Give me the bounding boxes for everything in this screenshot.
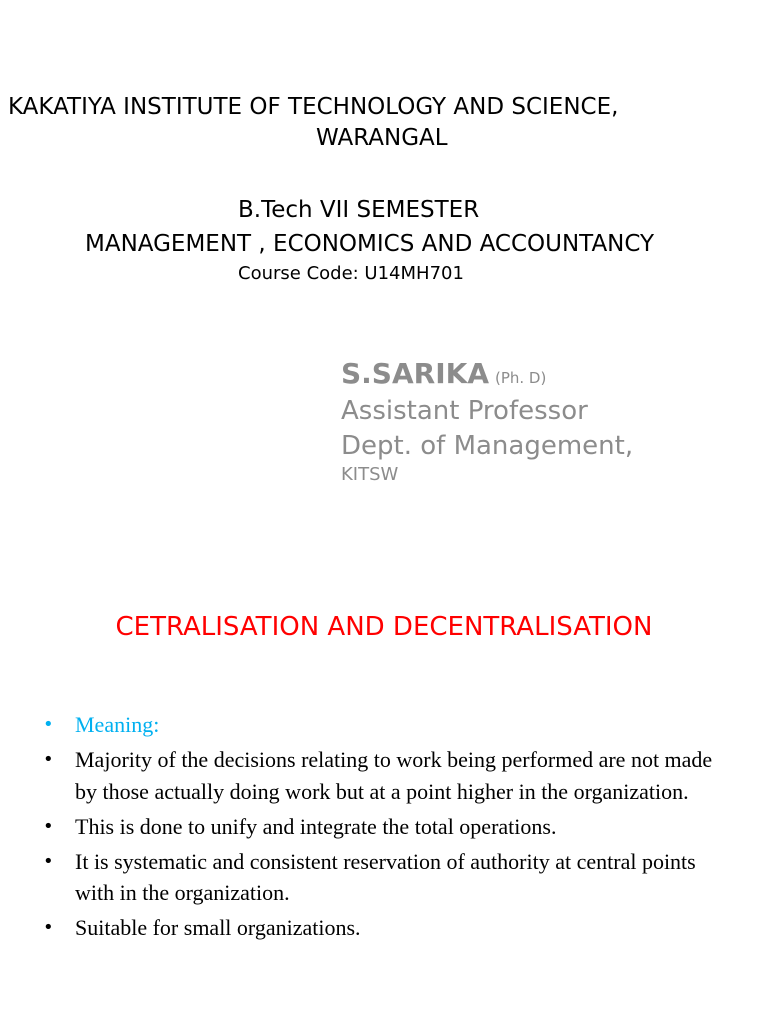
instructor-degree: (Ph. D)	[494, 369, 547, 387]
instructor-title: Assistant Professor	[341, 396, 588, 426]
bullet-icon: •	[43, 815, 54, 837]
bullet-item	[43, 912, 733, 944]
bullet-text: It is systematic and consistent reservation of authority at central points with in the organization.	[75, 848, 696, 905]
bullet-text: Suitable for small organizations.	[75, 915, 361, 940]
institute-name	[0, 92, 768, 154]
institute-name-line1: KAKATIYA INSTITUTE OF TECHNOLOGY AND SCIENCE,	[8, 94, 619, 120]
bullet-icon: •	[43, 714, 54, 735]
instructor-name-text: S.SARIKA	[341, 357, 489, 390]
slide-heading: CETRALISATION AND DECENTRALISATION	[115, 612, 653, 642]
bullet-item	[43, 811, 733, 843]
bullet-text: This is done to unify and integrate the total operations.	[75, 813, 557, 839]
bullet-item	[43, 744, 733, 807]
institute-name-line2: WARANGAL	[316, 125, 448, 151]
bullet-text: Majority of the decisions relating to work being performed are not made by those actually doing work but at a point higher in the organization.	[75, 747, 713, 804]
course-code: Course Code: U14MH701	[238, 263, 464, 284]
bullet-list	[43, 709, 733, 947]
instructor-name	[341, 356, 546, 396]
instructor-institute: KITSW	[341, 464, 399, 485]
bullet-text: Meaning:	[75, 712, 160, 737]
bullet-icon: •	[43, 850, 54, 872]
bullet-icon: •	[43, 917, 54, 938]
instructor-department: Dept. of Management,	[341, 431, 634, 461]
bullet-icon: •	[43, 749, 54, 770]
bullet-item-meaning	[43, 709, 733, 741]
bullet-item	[43, 846, 733, 909]
subject-title: MANAGEMENT , ECONOMICS AND ACCOUNTANCY	[85, 231, 655, 257]
semester-label: B.Tech VII SEMESTER	[238, 197, 480, 223]
